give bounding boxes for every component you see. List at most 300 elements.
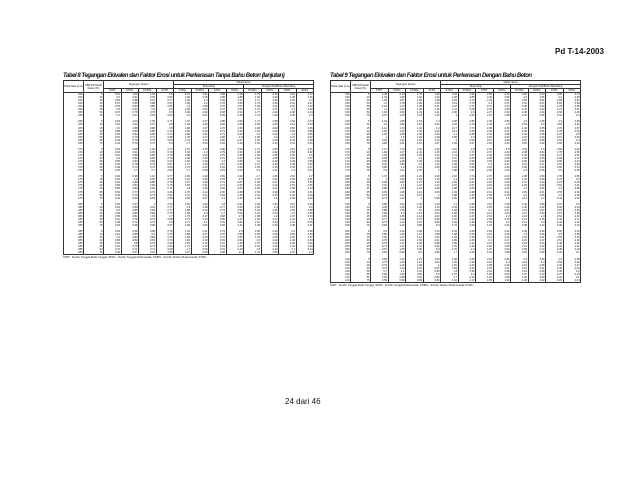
table-cell: 2.14 xyxy=(493,242,511,245)
table-cell: 2.5 xyxy=(279,133,297,136)
table-cell: 0.43 xyxy=(104,251,122,255)
table-cell: 2.38 xyxy=(493,178,511,181)
table-cell: 2.33 xyxy=(528,212,546,215)
table-cell: 20 xyxy=(351,184,371,187)
table-cell: 0.64 xyxy=(104,203,122,206)
table-cell: 1.21 xyxy=(406,258,424,261)
table-cell: 2.21 xyxy=(191,133,209,136)
table-cell: 1.44 xyxy=(406,127,424,130)
table-cell: 0.98 xyxy=(388,276,406,279)
table-cell: 2.54 xyxy=(528,151,546,154)
table-cell: 2.36 xyxy=(458,221,476,224)
table-cell: 2.57 xyxy=(279,206,297,209)
table-cell: 2.24 xyxy=(511,215,529,218)
table-cell: 2.05 xyxy=(441,181,459,184)
table-cell: 1.26 xyxy=(423,108,441,111)
table-cell: 2.35 xyxy=(563,212,581,215)
table-cell: 0.63 xyxy=(104,148,122,151)
table-cell: 20 xyxy=(84,157,104,160)
table-cell: 1.82 xyxy=(174,111,192,114)
table-cell: 2.32 xyxy=(191,203,209,206)
table-cell: 0.97 xyxy=(139,99,157,102)
table-cell: 1.03 xyxy=(423,215,441,218)
table-cell: 2.37 xyxy=(511,181,529,184)
table-cell: 150 xyxy=(331,102,351,105)
table-cell: 1.16 xyxy=(371,105,389,108)
axle-header: STRT xyxy=(546,89,564,93)
table-cell: 2.51 xyxy=(511,102,529,105)
table-cell: 1.04 xyxy=(388,273,406,276)
table-cell: 0.63 xyxy=(156,139,174,142)
table-cell: 2.44 xyxy=(476,99,494,102)
table-cell: 1.92 xyxy=(441,215,459,218)
table-cell: 1.5 xyxy=(244,248,262,251)
table-cell: 1.09 xyxy=(371,130,389,133)
table-cell: 2.53 xyxy=(279,209,297,212)
table-cell: 35 xyxy=(84,191,104,194)
table-cell: 2.39 xyxy=(563,209,581,212)
table-cell: 2.66 xyxy=(546,160,564,163)
table-cell: 2.73 xyxy=(458,151,476,154)
table-cell: 1.01 xyxy=(406,221,424,224)
table-cell: 1.94 xyxy=(174,230,192,233)
table-cell: 20 xyxy=(351,239,371,242)
table-cell: 0.94 xyxy=(423,270,441,273)
table-cell: 2.13 xyxy=(511,245,529,248)
table-cell: 2.13 xyxy=(388,93,406,97)
table-8-panel xyxy=(63,72,313,259)
table-cell: 0.8 xyxy=(156,127,174,130)
table-cell: 1.7 xyxy=(174,169,192,172)
table-cell: 2.53 xyxy=(458,187,476,190)
table-cell: 0.63 xyxy=(371,251,389,254)
table-cell: 0.84 xyxy=(371,212,389,215)
table-cell: 0.84 xyxy=(371,258,389,261)
table-cell: 2.79 xyxy=(209,230,227,233)
table-cell: 2.17 xyxy=(493,239,511,242)
table-cell: 2.17 xyxy=(458,279,476,283)
table-cell: 0.95 xyxy=(406,224,424,227)
table-cell: 2.79 xyxy=(458,123,476,126)
table-cell: 0.75 xyxy=(156,230,174,233)
axle-header: STRT xyxy=(104,89,122,93)
table-cell: 2.51 xyxy=(528,130,546,133)
table-cell: 1.47 xyxy=(244,251,262,255)
axle-header: STRG xyxy=(296,89,314,93)
table-cell: 2.26 xyxy=(563,242,581,245)
table-cell: 2.38 xyxy=(493,133,511,136)
table-cell: 2.49 xyxy=(279,160,297,163)
table-cell: 20 xyxy=(351,130,371,133)
table-cell: 1.25 xyxy=(388,261,406,264)
table-cell: 0.81 xyxy=(121,215,139,218)
table-cell: 2.6 xyxy=(296,206,314,209)
table-cell: 2.6 xyxy=(458,111,476,114)
table-cell: 1.65 xyxy=(244,105,262,108)
table-cell: 1.22 xyxy=(423,154,441,157)
table-cell: 35 xyxy=(84,136,104,139)
table-cell: 2.81 xyxy=(209,99,227,102)
table-cell: 2.67 xyxy=(546,136,564,139)
axle-header: STdRG xyxy=(191,89,209,93)
table-cell: 50 xyxy=(84,166,104,169)
table-cell: 200 xyxy=(331,233,351,236)
table-cell: 2.05 xyxy=(441,136,459,139)
table-cell: 2.14 xyxy=(528,248,546,251)
table-cell: 2.73 xyxy=(458,127,476,130)
table-cell: 2.35 xyxy=(458,270,476,273)
table-cell: 1.04 xyxy=(371,154,389,157)
table-cell: 2.29 xyxy=(261,233,279,236)
table-cell: 0.99 xyxy=(371,157,389,160)
table-cell: 2.06 xyxy=(191,224,209,227)
axle-header: STRG xyxy=(563,89,581,93)
table-cell: 75 xyxy=(84,251,104,255)
table-row xyxy=(331,224,581,227)
table-cell: 2.25 xyxy=(528,218,546,221)
table-cell: 2.88 xyxy=(209,96,227,99)
table-cell: 2.43 xyxy=(528,181,546,184)
table-cell: 2.72 xyxy=(546,203,564,206)
table-row xyxy=(331,114,581,117)
table-cell: 0.5 xyxy=(104,108,122,111)
table-cell: 2.2 xyxy=(476,163,494,166)
table-cell: 0.7 xyxy=(371,270,389,273)
table-cell: 50 xyxy=(84,139,104,142)
table-cell: 150 xyxy=(331,105,351,108)
table-cell: 2.39 xyxy=(511,157,529,160)
table-cell: 1.55 xyxy=(244,218,262,221)
table-cell: 0.96 xyxy=(371,160,389,163)
table-cell: 1.43 xyxy=(388,114,406,117)
table-cell: 2.49 xyxy=(226,114,244,117)
table-cell: 1.86 xyxy=(441,242,459,245)
table-cell: 2.21 xyxy=(511,239,529,242)
table-cell: 2.42 xyxy=(528,230,546,233)
table-cell: 2.78 xyxy=(546,151,564,154)
table-cell: 2.47 xyxy=(226,218,244,221)
table-cell: 2.59 xyxy=(209,224,227,227)
table-cell: 15 xyxy=(351,264,371,267)
table-9-title: Tabel 9 Tegangan Ekivalen dan Faktor Erosi untuk Perkerasan Dengan Bahu Beton xyxy=(330,73,532,79)
table-cell: 2.13 xyxy=(476,215,494,218)
table-cell: 0.74 xyxy=(139,218,157,221)
table-cell: 0.64 xyxy=(121,108,139,111)
table-cell: 0.72 xyxy=(371,267,389,270)
table-cell: 2.33 xyxy=(261,102,279,105)
table-cell: 0.82 xyxy=(423,279,441,283)
table-cell: 1.04 xyxy=(388,224,406,227)
table-cell: 2.42 xyxy=(458,194,476,197)
table-cell: 0.86 xyxy=(423,276,441,279)
table-cell: 2.84 xyxy=(546,148,564,151)
table-cell: 1.51 xyxy=(388,157,406,160)
table-cell: 0.98 xyxy=(388,251,406,254)
table-cell: 2.48 xyxy=(528,178,546,181)
table-cell: 0.8 xyxy=(156,93,174,97)
table-cell: 2.31 xyxy=(476,203,494,206)
table-cell: 2.41 xyxy=(458,242,476,245)
table-cell: 0.88 xyxy=(371,142,389,145)
table-cell: 2.79 xyxy=(209,151,227,154)
table-cell: 1.22 xyxy=(406,184,424,187)
table-cell: 160 xyxy=(331,123,351,126)
tanpa-ruji-header: Tanpa Ruji xyxy=(441,85,511,89)
table-cell: 1.35 xyxy=(406,203,424,206)
table-cell: 1.97 xyxy=(226,99,244,102)
table-cell: 0.91 xyxy=(139,206,157,209)
table-cell: 2.2 xyxy=(528,197,546,200)
table-cell: 2.33 xyxy=(511,184,529,187)
table-cell: 2.26 xyxy=(511,142,529,145)
table-cell: 1.68 xyxy=(244,151,262,154)
table-cell: 1.85 xyxy=(476,279,494,283)
table-cell: 2.19 xyxy=(476,233,494,236)
table-cell: 2.27 xyxy=(528,239,546,242)
table-cell: 1.55 xyxy=(406,99,424,102)
table-cell: 2.32 xyxy=(493,160,511,163)
table-cell: 0.62 xyxy=(156,166,174,169)
table-cell: 2.44 xyxy=(546,221,564,224)
table-cell: 2.73 xyxy=(546,108,564,111)
table-cell: 2.5 xyxy=(563,178,581,181)
table-cell: 2.16 xyxy=(563,248,581,251)
table-cell: 0.4 xyxy=(104,114,122,117)
table-cell: 170 xyxy=(331,154,351,157)
table-cell: 2.32 xyxy=(511,114,529,117)
table-cell: 2.38 xyxy=(563,258,581,261)
table-cell: 1.87 xyxy=(174,181,192,184)
table-cell: 0.77 xyxy=(156,175,174,178)
table-cell: 1.92 xyxy=(174,151,192,154)
table-cell: 2.56 xyxy=(546,166,564,169)
table-cell: 2.61 xyxy=(296,178,314,181)
table-cell: 1.39 xyxy=(406,130,424,133)
table-cell: 170 xyxy=(331,151,351,154)
table-cell: 0.72 xyxy=(139,142,157,145)
table-cell: 1.93 xyxy=(441,191,459,194)
table-cell: 2.62 xyxy=(493,93,511,97)
table-cell: 20 xyxy=(84,212,104,215)
table-cell: 2.66 xyxy=(528,96,546,99)
table-cell: 2.3 xyxy=(528,261,546,264)
table-cell: 2.82 xyxy=(209,148,227,151)
table-cell: 1.98 xyxy=(441,187,459,190)
table-cell: 2.54 xyxy=(511,148,529,151)
table-cell: 2.26 xyxy=(528,169,546,172)
table-cell: 0.53 xyxy=(104,105,122,108)
table-cell: 2.38 xyxy=(279,224,297,227)
table-cell: 1.87 xyxy=(441,264,459,267)
table-cell: 0.71 xyxy=(156,187,174,190)
table-cell: 2.7 xyxy=(209,160,227,163)
table-cell: 35 xyxy=(351,273,371,276)
table-cell: 2.56 xyxy=(296,133,314,136)
table-cell: 1.2 xyxy=(371,102,389,105)
table-cell: 2.31 xyxy=(511,209,529,212)
table-cell: 2.1 xyxy=(493,197,511,200)
col-thickness-header: Tebal Slab (mm) xyxy=(64,81,84,93)
table-cell: 200 xyxy=(331,242,351,245)
table-cell: 2.25 xyxy=(261,236,279,239)
table-cell: 280 xyxy=(64,221,84,224)
table-cell: 75 xyxy=(84,114,104,117)
table-cell: 2.71 xyxy=(458,105,476,108)
table-cell: 0.76 xyxy=(139,163,157,166)
table-cell: 0.88 xyxy=(139,102,157,105)
table-cell: 2.09 xyxy=(493,245,511,248)
table-cell: 1.81 xyxy=(174,160,192,163)
table-cell: 2.22 xyxy=(441,148,459,151)
table-cell: 0.84 xyxy=(121,133,139,136)
table-cell: 2.3 xyxy=(511,187,529,190)
table-cell: 2.49 xyxy=(296,108,314,111)
table-cell: 2.41 xyxy=(279,221,297,224)
table-cell: 1.67 xyxy=(388,151,406,154)
table-cell: 2.08 xyxy=(476,264,494,267)
table-cell: 10 xyxy=(351,178,371,181)
table-cell: 1.27 xyxy=(388,236,406,239)
table-cell: 2.44 xyxy=(493,151,511,154)
table-cell: 2.44 xyxy=(528,111,546,114)
table-cell: 5 xyxy=(351,120,371,123)
table-cell: 2.14 xyxy=(261,194,279,197)
table-cell: 1.14 xyxy=(406,236,424,239)
table-cell: 2.33 xyxy=(191,123,209,126)
table-cell: 0.83 xyxy=(139,184,157,187)
table-cell: 2.78 xyxy=(546,175,564,178)
table-cell: 1.26 xyxy=(406,160,424,163)
table-cell: 1.79 xyxy=(244,102,262,105)
table-cell: 2.63 xyxy=(279,148,297,151)
table-cell: 2.54 xyxy=(458,163,476,166)
table-cell: 2.22 xyxy=(441,123,459,126)
table-cell: 170 xyxy=(331,157,351,160)
table-cell: 2.51 xyxy=(279,184,297,187)
table-cell: 285 xyxy=(64,233,84,236)
table-cell: 1.82 xyxy=(174,133,192,136)
table-cell: 265 xyxy=(64,133,84,136)
table-cell: 2.19 xyxy=(261,114,279,117)
table-cell: 2.42 xyxy=(296,197,314,200)
table-cell: 2.26 xyxy=(546,279,564,283)
axle-header: STdRG xyxy=(244,89,262,93)
table-cell: 1.53 xyxy=(388,203,406,206)
table-cell: 2.34 xyxy=(441,93,459,97)
table-cell: 270 xyxy=(64,151,84,154)
table-cell: 1.64 xyxy=(244,209,262,212)
table-cell: 1.86 xyxy=(174,209,192,212)
table-cell: 1.03 xyxy=(121,93,139,97)
table-cell: 2.19 xyxy=(476,258,494,261)
table-cell: 2.11 xyxy=(493,267,511,270)
table-cell: 275 xyxy=(64,181,84,184)
table-cell: 2.65 xyxy=(209,218,227,221)
table-cell: 1.66 xyxy=(244,96,262,99)
table-cell: 1.33 xyxy=(388,258,406,261)
table-cell: 2.4 xyxy=(296,114,314,117)
axle-header: STRT xyxy=(279,89,297,93)
table-cell: 2.37 xyxy=(279,251,297,255)
table-cell: 2.63 xyxy=(458,157,476,160)
table-cell: 2.49 xyxy=(476,96,494,99)
table-cell: 2.02 xyxy=(511,251,529,254)
table-cell: 2.39 xyxy=(493,108,511,111)
table-cell: 2.5 xyxy=(493,123,511,126)
table-cell: 2.69 xyxy=(546,157,564,160)
table-cell: 20 xyxy=(84,239,104,242)
table-cell: 20 xyxy=(351,102,371,105)
table-cell: 1.09 xyxy=(423,258,441,261)
table-cell: 5 xyxy=(351,175,371,178)
table-cell: 2.19 xyxy=(191,160,209,163)
table-cell: 2.25 xyxy=(476,160,494,163)
table-cell: 2.24 xyxy=(191,209,209,212)
table-cell: 2.16 xyxy=(441,105,459,108)
table-cell: 1.13 xyxy=(406,261,424,264)
table-cell: 260 xyxy=(64,99,84,102)
table-cell: 0.93 xyxy=(139,96,157,99)
table-cell: 200 xyxy=(331,236,351,239)
table-cell: 1.29 xyxy=(406,136,424,139)
table-cell: 2.38 xyxy=(563,187,581,190)
table-cell: 2.08 xyxy=(528,251,546,254)
table-cell: 1.97 xyxy=(174,120,192,123)
table-cell: 1.04 xyxy=(423,236,441,239)
table-cell: 2.04 xyxy=(441,160,459,163)
table-cell: 0.55 xyxy=(104,187,122,190)
table-cell: 2.22 xyxy=(261,239,279,242)
table-cell: 0.77 xyxy=(156,209,174,212)
table-cell: 2.86 xyxy=(458,120,476,123)
table-cell: 1.07 xyxy=(371,175,389,178)
table-cell: 0.47 xyxy=(104,248,122,251)
table-cell: 1.82 xyxy=(441,221,459,224)
table-cell: 1.54 xyxy=(388,111,406,114)
table-cell: 2.08 xyxy=(511,224,529,227)
table-cell: 1.11 xyxy=(388,245,406,248)
table-cell: 1.79 xyxy=(244,93,262,97)
table-cell: 0.94 xyxy=(423,245,441,248)
table-cell: 1.14 xyxy=(371,127,389,130)
table-cell: 0.76 xyxy=(156,236,174,239)
table-cell: 2.37 xyxy=(546,273,564,276)
table-9-panel xyxy=(330,72,580,287)
table-cell: 2.01 xyxy=(476,270,494,273)
table-cell: 0.6 xyxy=(104,96,122,99)
table-cell: 2.41 xyxy=(191,93,209,97)
table-cell: 180 xyxy=(331,187,351,190)
table-cell: 0.9 xyxy=(371,230,389,233)
table-cell: 0.74 xyxy=(156,212,174,215)
table-cell: 2.45 xyxy=(296,96,314,99)
table-cell: 2.5 xyxy=(279,212,297,215)
table-8-body xyxy=(64,93,314,255)
page-number: 24 dari 46 xyxy=(285,397,321,406)
table-cell: 75 xyxy=(84,169,104,172)
axle-header: STRT xyxy=(156,89,174,93)
table-cell: 1.46 xyxy=(388,181,406,184)
table-cell: 2.4 xyxy=(563,139,581,142)
table-cell: 0.6 xyxy=(104,236,122,239)
table-cell: 0.93 xyxy=(139,151,157,154)
table-cell: 2.54 xyxy=(296,239,314,242)
table-cell: 2.36 xyxy=(511,160,529,163)
table-cell: 0.72 xyxy=(121,142,139,145)
table-cell: 2.79 xyxy=(458,99,476,102)
table-cell: 2.56 xyxy=(279,233,297,236)
table-cell: 0.86 xyxy=(406,279,424,283)
